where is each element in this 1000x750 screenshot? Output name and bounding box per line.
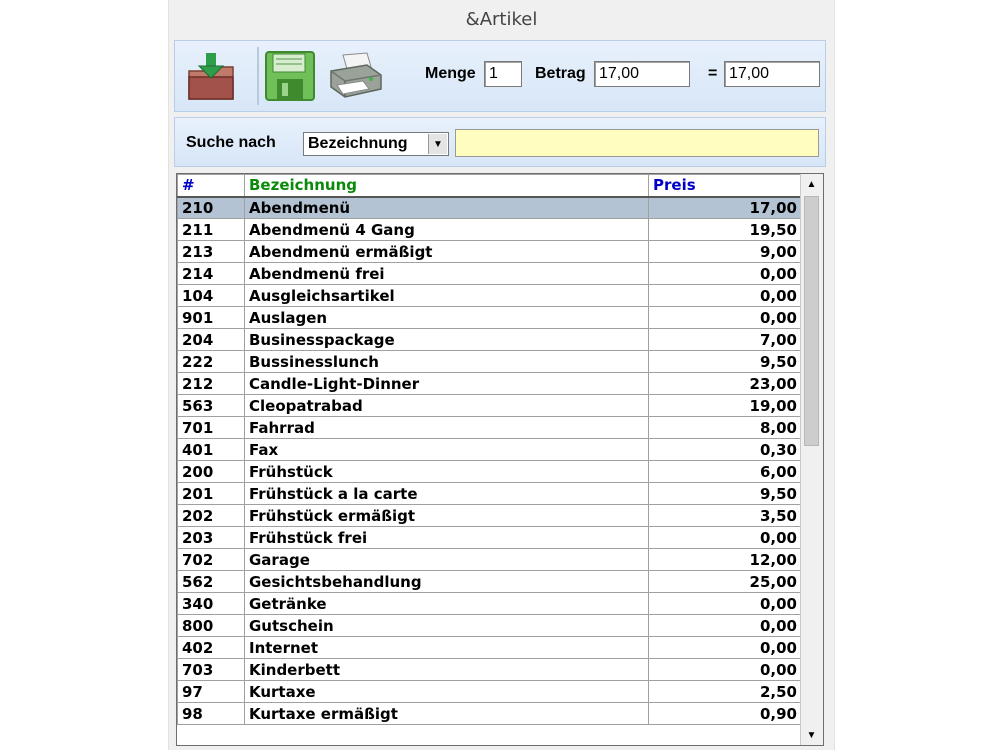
cell-id: 222 <box>178 351 245 373</box>
cell-id: 214 <box>178 263 245 285</box>
betrag-field[interactable]: 17,00 <box>594 61 690 87</box>
table-row[interactable] <box>178 351 802 373</box>
table-row[interactable] <box>178 241 802 263</box>
cell-name: Getränke <box>245 593 649 615</box>
chevron-down-icon[interactable]: ▼ <box>428 134 447 154</box>
equals-label: = <box>708 65 718 82</box>
cell-price: 19,00 <box>649 395 802 417</box>
cell-price: 0,00 <box>649 637 802 659</box>
cell-name: Abendmenü 4 Gang <box>245 219 649 241</box>
table-row[interactable] <box>178 439 802 461</box>
cell-price: 0,90 <box>649 703 802 725</box>
cell-name: Gesichtsbehandlung <box>245 571 649 593</box>
table-row[interactable] <box>178 395 802 417</box>
cell-name: Frühstück <box>245 461 649 483</box>
table-row[interactable] <box>178 461 802 483</box>
cell-id: 340 <box>178 593 245 615</box>
artikel-window <box>168 0 835 750</box>
table-row[interactable] <box>178 307 802 329</box>
cell-name: Internet <box>245 637 649 659</box>
print-button[interactable] <box>327 47 385 105</box>
cell-price: 0,00 <box>649 263 802 285</box>
cell-name: Fahrrad <box>245 417 649 439</box>
save-button[interactable] <box>261 47 319 105</box>
cell-price: 9,50 <box>649 483 802 505</box>
table-row[interactable] <box>178 285 802 307</box>
search-field-select[interactable] <box>303 132 449 156</box>
column-header-id[interactable]: # <box>178 175 245 197</box>
cell-name: Abendmenü <box>245 197 649 219</box>
scroll-down-icon[interactable]: ▼ <box>801 725 822 745</box>
cell-price: 0,00 <box>649 285 802 307</box>
cell-name: Auslagen <box>245 307 649 329</box>
toolbar-separator <box>257 47 259 105</box>
cell-name: Candle-Light-Dinner <box>245 373 649 395</box>
table-row[interactable] <box>178 219 802 241</box>
cell-price: 25,00 <box>649 571 802 593</box>
cell-id: 104 <box>178 285 245 307</box>
cell-id: 562 <box>178 571 245 593</box>
cell-price: 0,00 <box>649 527 802 549</box>
search-input[interactable] <box>455 129 819 157</box>
scroll-up-icon[interactable]: ▲ <box>801 174 822 194</box>
table-row[interactable] <box>178 593 802 615</box>
cell-id: 210 <box>178 197 245 219</box>
cell-id: 701 <box>178 417 245 439</box>
table-row[interactable] <box>178 681 802 703</box>
vertical-scrollbar[interactable] <box>800 174 823 745</box>
menge-label: Menge <box>425 65 476 82</box>
table-row[interactable] <box>178 263 802 285</box>
table-row[interactable] <box>178 373 802 395</box>
cell-name: Kurtaxe <box>245 681 649 703</box>
cell-price: 9,50 <box>649 351 802 373</box>
menge-field[interactable]: 1 <box>484 61 522 87</box>
cell-name: Frühstück ermäßigt <box>245 505 649 527</box>
cell-price: 0,00 <box>649 615 802 637</box>
cell-name: Kurtaxe ermäßigt <box>245 703 649 725</box>
cell-price: 23,00 <box>649 373 802 395</box>
cell-price: 0,00 <box>649 307 802 329</box>
article-table <box>177 174 802 725</box>
cell-price: 7,00 <box>649 329 802 351</box>
column-header-price[interactable]: Preis <box>649 175 802 197</box>
cell-name: Bussinesslunch <box>245 351 649 373</box>
table-row[interactable] <box>178 571 802 593</box>
cell-price: 12,00 <box>649 549 802 571</box>
table-row[interactable] <box>178 505 802 527</box>
cell-price: 8,00 <box>649 417 802 439</box>
table-row[interactable] <box>178 703 802 725</box>
article-grid <box>176 173 824 746</box>
table-header-row <box>178 175 802 197</box>
table-row[interactable] <box>178 527 802 549</box>
cell-id: 203 <box>178 527 245 549</box>
floppy-disk-icon <box>263 49 317 103</box>
window-title: &Artikel <box>465 9 538 30</box>
table-row[interactable] <box>178 197 802 219</box>
cell-name: Abendmenü frei <box>245 263 649 285</box>
cell-name: Garage <box>245 549 649 571</box>
cell-price: 0,00 <box>649 659 802 681</box>
folder-download-icon <box>185 49 239 103</box>
cell-id: 202 <box>178 505 245 527</box>
table-row[interactable] <box>178 329 802 351</box>
cell-id: 703 <box>178 659 245 681</box>
cell-id: 800 <box>178 615 245 637</box>
cell-name: Fax <box>245 439 649 461</box>
column-header-name[interactable]: Bezeichnung <box>245 175 649 197</box>
search-bar <box>174 117 826 167</box>
search-field-value: Bezeichnung <box>308 135 408 152</box>
cell-id: 563 <box>178 395 245 417</box>
cell-id: 213 <box>178 241 245 263</box>
printer-icon <box>327 49 385 103</box>
cell-id: 98 <box>178 703 245 725</box>
cell-name: Gutschein <box>245 615 649 637</box>
cell-id: 401 <box>178 439 245 461</box>
cell-name: Frühstück a la carte <box>245 483 649 505</box>
table-row[interactable] <box>178 615 802 637</box>
cell-price: 9,00 <box>649 241 802 263</box>
cell-id: 211 <box>178 219 245 241</box>
cell-name: Cleopatrabad <box>245 395 649 417</box>
search-label: Suche nach <box>186 134 276 151</box>
cell-id: 402 <box>178 637 245 659</box>
cell-price: 2,50 <box>649 681 802 703</box>
cell-name: Kinderbett <box>245 659 649 681</box>
cell-price: 19,50 <box>649 219 802 241</box>
cell-price: 6,00 <box>649 461 802 483</box>
toolbar <box>174 40 826 112</box>
cell-id: 200 <box>178 461 245 483</box>
cell-name: Ausgleichsartikel <box>245 285 649 307</box>
table-row[interactable] <box>178 483 802 505</box>
cell-id: 702 <box>178 549 245 571</box>
cell-id: 97 <box>178 681 245 703</box>
table-row[interactable] <box>178 659 802 681</box>
cell-name: Frühstück frei <box>245 527 649 549</box>
cell-name: Businesspackage <box>245 329 649 351</box>
betrag-label: Betrag <box>535 65 586 82</box>
total-field[interactable]: 17,00 <box>724 61 820 87</box>
import-button[interactable] <box>183 47 241 105</box>
cell-id: 901 <box>178 307 245 329</box>
cell-price: 0,00 <box>649 593 802 615</box>
table-row[interactable] <box>178 549 802 571</box>
cell-name: Abendmenü ermäßigt <box>245 241 649 263</box>
table-row[interactable] <box>178 417 802 439</box>
cell-price: 17,00 <box>649 197 802 219</box>
cell-price: 0,30 <box>649 439 802 461</box>
cell-id: 204 <box>178 329 245 351</box>
scrollbar-thumb[interactable] <box>804 196 819 446</box>
cell-id: 201 <box>178 483 245 505</box>
cell-price: 3,50 <box>649 505 802 527</box>
table-row[interactable] <box>178 637 802 659</box>
cell-id: 212 <box>178 373 245 395</box>
